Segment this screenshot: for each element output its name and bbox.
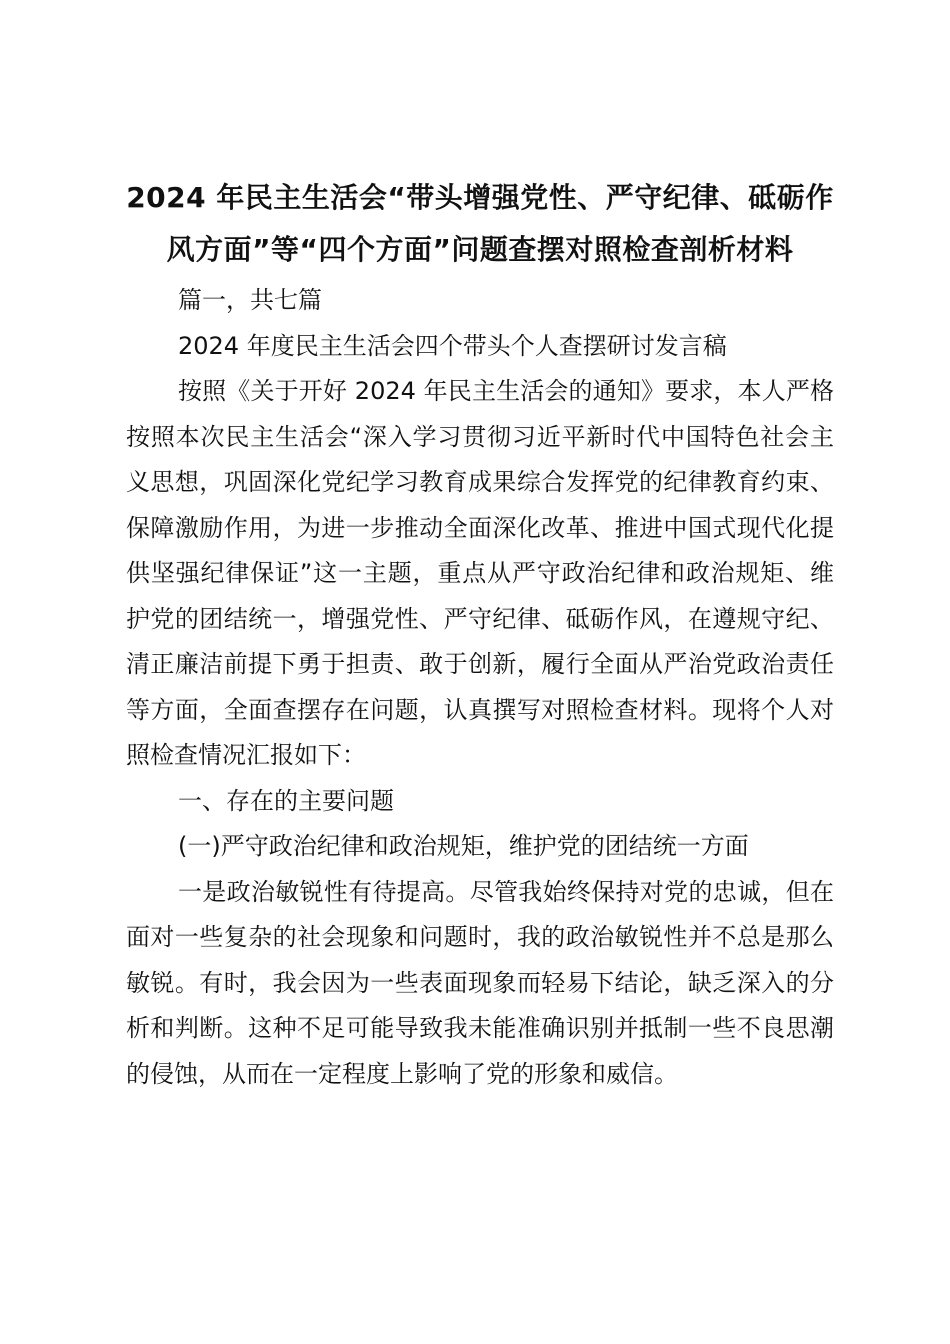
title-line-1: 2024 年民主生活会“带头增强党性、严守纪律、砥砺作 (126, 181, 834, 214)
document-body (126, 172, 834, 1097)
section-heading: 一、存在的主要问题 (178, 786, 394, 815)
point-paragraph: 一是政治敏锐性有待提高。尽管我始终保持对党的忠诚，但在面对一些复杂的社会现象和问题时，我的政治敏锐性并不总是那么敏锐。有时，我会因为一些表面现象而轻易下结论，缺乏深入的分析和判断。这种不足可能导致我未能准确识别并抵制一些不良思潮的侵蚀，从而在一定程度上影响了党的形象和威信。 (126, 877, 834, 1088)
document-subtitle: 2024 年度民主生活会四个带头个人查摆研讨发言稿 (178, 331, 727, 360)
document-title (126, 172, 834, 276)
title-line-2: 风方面”等“四个方面”问题查摆对照检查剖析材料 (166, 233, 794, 266)
section-label: 篇一，共七篇 (178, 286, 322, 314)
subsection-heading: (一)严守政治纪律和政治规矩，维护党的团结统一方面 (178, 832, 749, 860)
intro-paragraph: 按照《关于开好 2024 年民主生活会的通知》要求，本人严格按照本次民主生活会“深入学习贯彻习近平新时代中国特色社会主义思想，巩固深化党纪学习教育成果综合发挥党的纪律教育约束、保障激励作用，为进一步推动全面深化改革、推进中国式现代化提供坚强纪律保证”这一主题，重点从严守政治纪律和政治规矩、维护党的团结统一，增强党性、严守纪律、砥砺作风，在遵规守纪、清正廉洁前提下勇于担责、敢于创新，履行全面从严治党政治责任等方面，全面查摆存在问题，认真撰写对照检查材料。现将个人对照检查情况汇报如下： (126, 377, 834, 769)
